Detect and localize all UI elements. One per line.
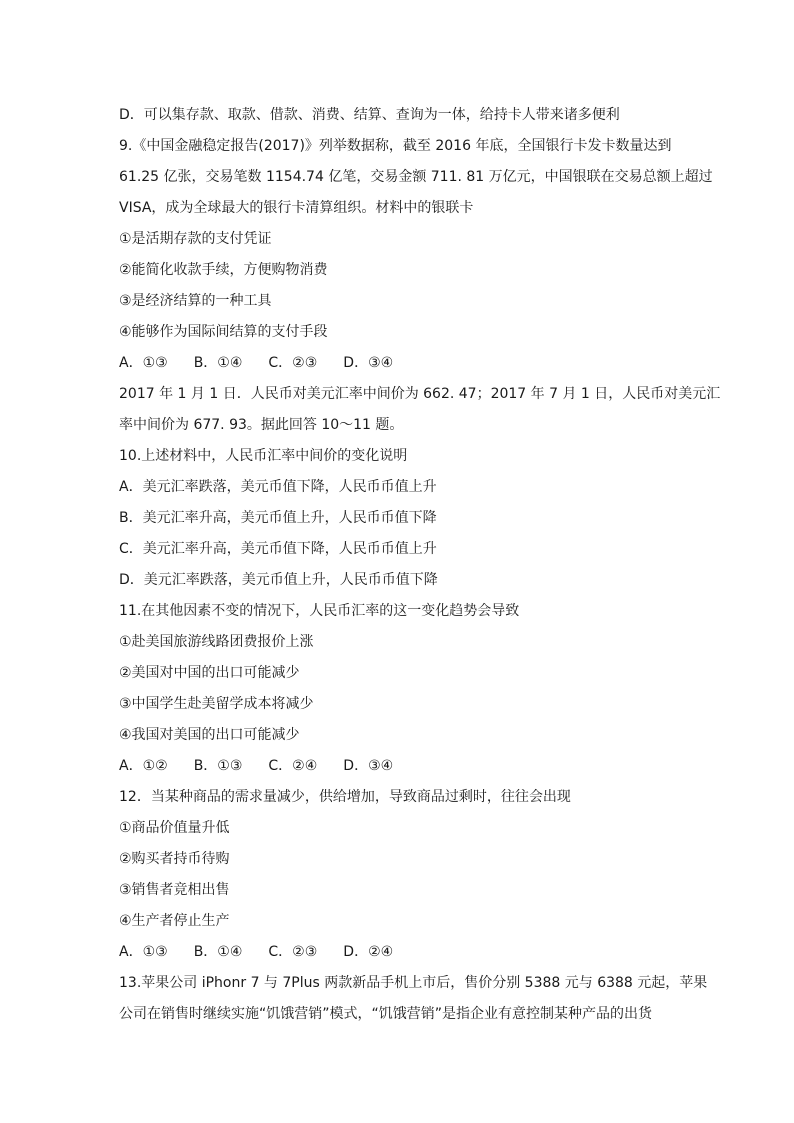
q11-option-a: A．①② (119, 758, 168, 774)
q9-statement-3: ③是经济结算的一种工具 (119, 293, 272, 309)
q10-option-d: D．美元汇率跌落，美元币值上升，人民币币值下降 (119, 572, 438, 588)
q9-statement-2: ②能简化收款手续，方便购物消费 (119, 262, 328, 278)
q9-statement-1: ①是活期存款的支付凭证 (119, 231, 272, 247)
q10-option-c: C．美元汇率升高，美元币值下降，人民币币值上升 (119, 541, 437, 557)
q11-statement-2: ②美国对中国的出口可能减少 (119, 665, 300, 681)
question-10-stem: 10.上述材料中，人民币汇率中间价的变化说明 (119, 448, 408, 464)
q12-statement-3: ③销售者竞相出售 (119, 882, 230, 898)
q11-statement-4: ④我国对美国的出口可能减少 (119, 727, 300, 743)
q12-option-c: C．②③ (268, 944, 318, 960)
question-13-stem: 13.苹果公司 iPhonr 7 与 7Plus 两款新品手机上市后，售价分别 5388 元与 6388 元起，苹果 (119, 975, 708, 991)
q10-option-b: B．美元汇率升高，美元币值上升，人民币币值下降 (119, 510, 437, 526)
material-exchange-rate-cont: 率中间价为 677. 93。据此回答 10～11 题。 (119, 417, 404, 433)
q9-options (119, 348, 679, 379)
q12-option-d: D．②④ (343, 944, 394, 960)
q12-statement-4: ④生产者停止生产 (119, 913, 230, 929)
option-d-line: D．可以集存款、取款、借款、消费、结算、查询为一体，给持卡人带来诸多便利 (119, 107, 620, 123)
question-11-stem: 11.在其他因素不变的情况下，人民币汇率的这一变化趋势会导致 (119, 603, 520, 619)
question-9-stem: 9.《中国金融稳定报告(2017)》列举数据称，截至 2016 年底，全国银行卡发卡数量达到 (119, 138, 672, 154)
q12-statement-2: ②购买者持币待购 (119, 851, 230, 867)
material-exchange-rate: 2017 年 1 月 1 日．人民币对美元汇率中间价为 662. 47；2017 年 7 月 1 日，人民币对美元汇 (119, 386, 721, 402)
q11-options (119, 751, 679, 782)
q10-option-a: A．美元汇率跌落，美元币值下降，人民币币值上升 (119, 479, 437, 495)
q11-option-c: C．②④ (268, 758, 318, 774)
q11-statement-1: ①赴美国旅游线路团费报价上涨 (119, 634, 314, 650)
q9-option-d: D．③④ (343, 355, 394, 371)
q11-statement-3: ③中国学生赴美留学成本将减少 (119, 696, 314, 712)
q9-option-c: C．②③ (268, 355, 318, 371)
page-content (119, 100, 721, 1030)
question-12-stem: 12．当某种商品的需求量减少，供给增加，导致商品过剩时，往往会出现 (119, 789, 571, 805)
question-9-stem-end: VISA，成为全球最大的银行卡清算组织。材料中的银联卡 (119, 200, 474, 216)
q9-option-a: A．①③ (119, 355, 168, 371)
q12-options (119, 937, 679, 968)
q9-statement-4: ④能够作为国际间结算的支付手段 (119, 324, 328, 340)
q12-option-a: A．①③ (119, 944, 168, 960)
question-9-stem-cont: 61.25 亿张，交易笔数 1154.74 亿笔，交易金额 711. 81 万亿元，中国银联在交易总额上超过 (119, 169, 713, 185)
q11-option-b: B．①③ (193, 758, 243, 774)
q12-statement-1: ①商品价值量升低 (119, 820, 230, 836)
q9-option-b: B．①④ (193, 355, 243, 371)
q12-option-b: B．①④ (193, 944, 243, 960)
q11-option-d: D．③④ (343, 758, 394, 774)
question-13-stem-cont: 公司在销售时继续实施“饥饿营销”模式，“饥饿营销”是指企业有意控制某种产品的出货 (119, 1006, 653, 1022)
